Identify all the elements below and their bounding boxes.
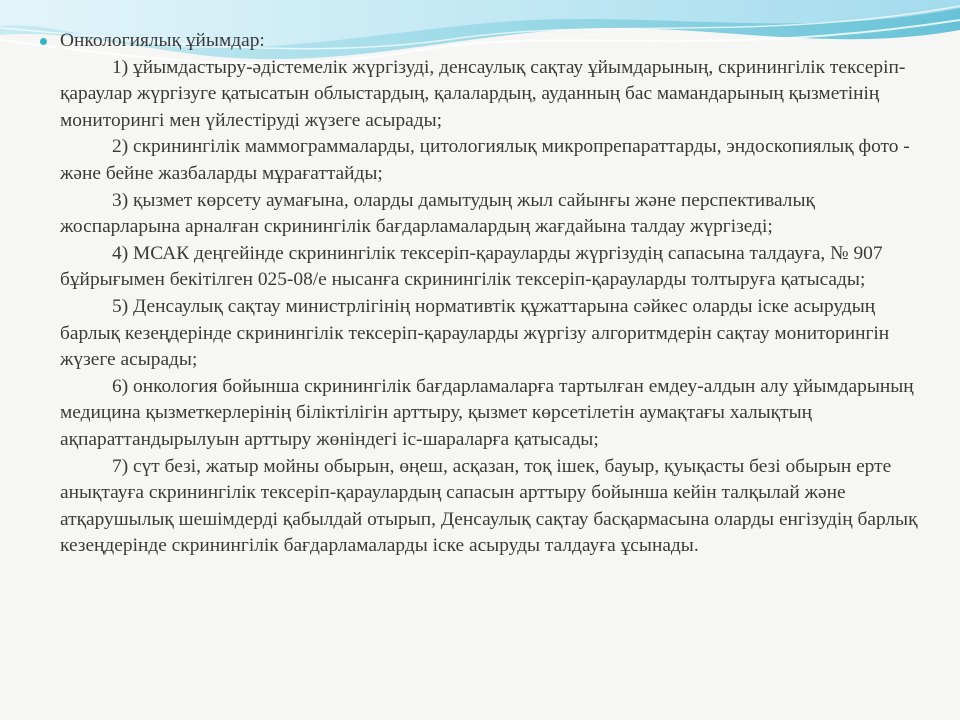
list-item-5: 5) Денсаулық сақтау министрлігінің нормативтік құжаттарына сәйкес оларды іске асырудың барлық кезеңдерінде скринингілік тексеріп-қарауларды жүргізу алгоритмдерін сақтау мониторингін жүзеге асырады; [60,295,890,371]
list-item-1: 1) ұйымдастыру-әдістемелік жүргізуді, денсаулық сақтау ұйымдарының, скринингілік тексеріп-қараулар жүргізуге қатысатын облыстардың, қалалардың, ауданның бас мамандарының қызметінің мониторингі мен үйлестіруді жүзеге асырады; [60,56,906,131]
bullet-paragraph [40,28,930,560]
bullet-dot-icon [40,38,47,45]
list-item-4: 4) МСАК деңгейінде скринингілік тексеріп-қарауларды жүргізудің сапасына талдауға, № 907 бұйрығымен бекітілген 025-08/е нысанға скринингілік тексеріп-қарауларды толтыруға қатысады; [60,242,883,291]
list-item-7: 7) сүт безі, жатыр мойны обырын, өңеш, асқазан, тоқ ішек, бауыр, қуықасты безі обырын ерте анықтауға скринингілік тексеріп-қараулардың сапасын арттыру бойынша кейін талқылай және атқарушылық шешімдерді қабылдай отырып, Денсаулық сақтау басқармасына оларды енгізудің барлық кезеңдерінде скринингілік бағдарламаларды іске асыруды талдауға ұсынады. [60,455,918,557]
list-item-3: 3) қызмет көрсету аумағына, оларды дамытудың жыл сайынғы және перспективалық жоспарларына арналған скринингілік бағдарламалардың жағдайына талдау жүргізеді; [60,189,815,238]
slide-heading: Онкологиялық ұйымдар: [60,30,265,51]
list-item-2: 2) скринингілік маммограммаларды, цитологиялық микропрепараттарды, эндоскопиялық фото - және бейне жазбаларды мұрағаттайды; [60,136,910,184]
list-item-6: 6) онкология бойынша скринингілік бағдарламаларға тартылған емдеу-алдын алу ұйымдарының медицина қызметкерлерінің біліктілігін арттыру, қызмет көрсетілетін аумақтағы халықтың ақпараттандырылуын арттыру жөніндегі іс-шараларға қатысады; [60,375,914,450]
slide-body [40,28,930,560]
